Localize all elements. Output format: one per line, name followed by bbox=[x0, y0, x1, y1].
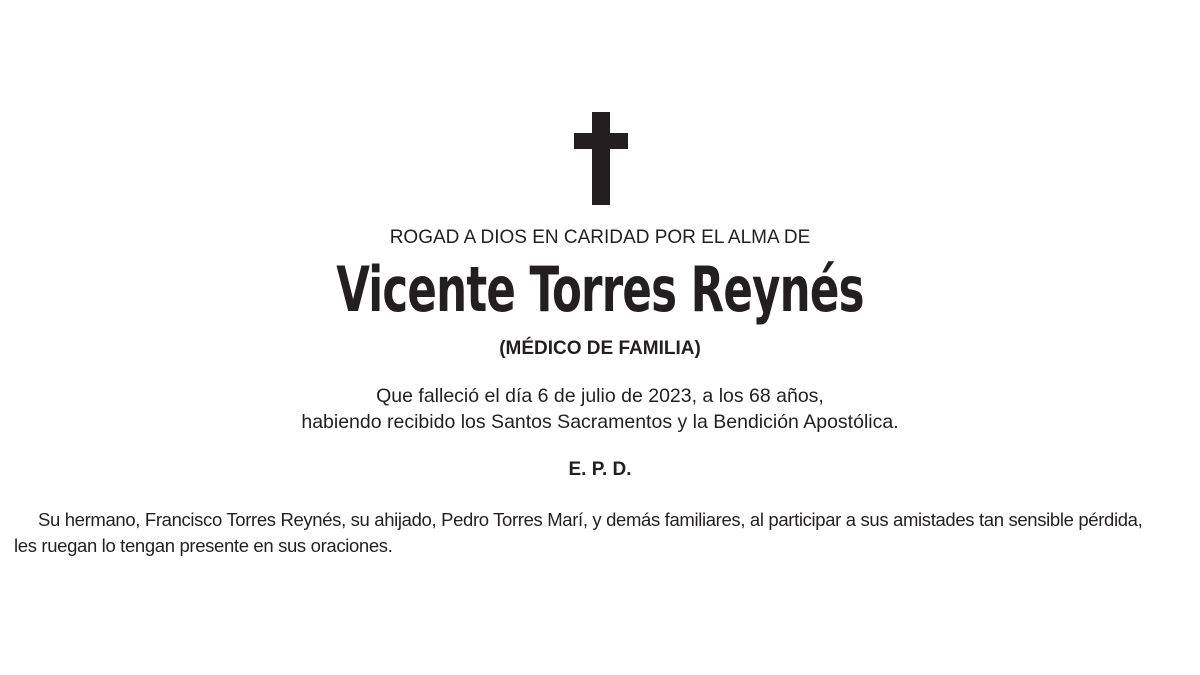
death-details bbox=[0, 383, 1200, 435]
death-details-line-2: habiendo recibido los Santos Sacramentos y la Bendición Apostólica. bbox=[301, 411, 899, 433]
family-message-line-1: Su hermano, Francisco Torres Reynés, su ahijado, Pedro Torres Marí, y demás familiares, al participar a sus amistades tan sensible pérdida, bbox=[38, 509, 1143, 530]
epd-abbreviation: E. P. D. bbox=[568, 459, 632, 480]
death-details-line-1: Que falleció el día 6 de julio de 2023, a los 68 años, bbox=[376, 385, 824, 407]
cross-vertical-bar bbox=[592, 112, 610, 205]
deceased-name: Vicente Torres Reynés bbox=[336, 253, 864, 326]
cross-horizontal-bar bbox=[574, 133, 628, 149]
family-message bbox=[14, 507, 1190, 559]
profession: (MÉDICO DE FAMILIA) bbox=[499, 338, 701, 359]
family-message-line-2: les ruegan lo tengan presente en sus oraciones. bbox=[14, 535, 393, 556]
cross-icon bbox=[574, 112, 628, 205]
prayer-intro: ROGAD A DIOS EN CARIDAD POR EL ALMA DE bbox=[389, 227, 811, 248]
